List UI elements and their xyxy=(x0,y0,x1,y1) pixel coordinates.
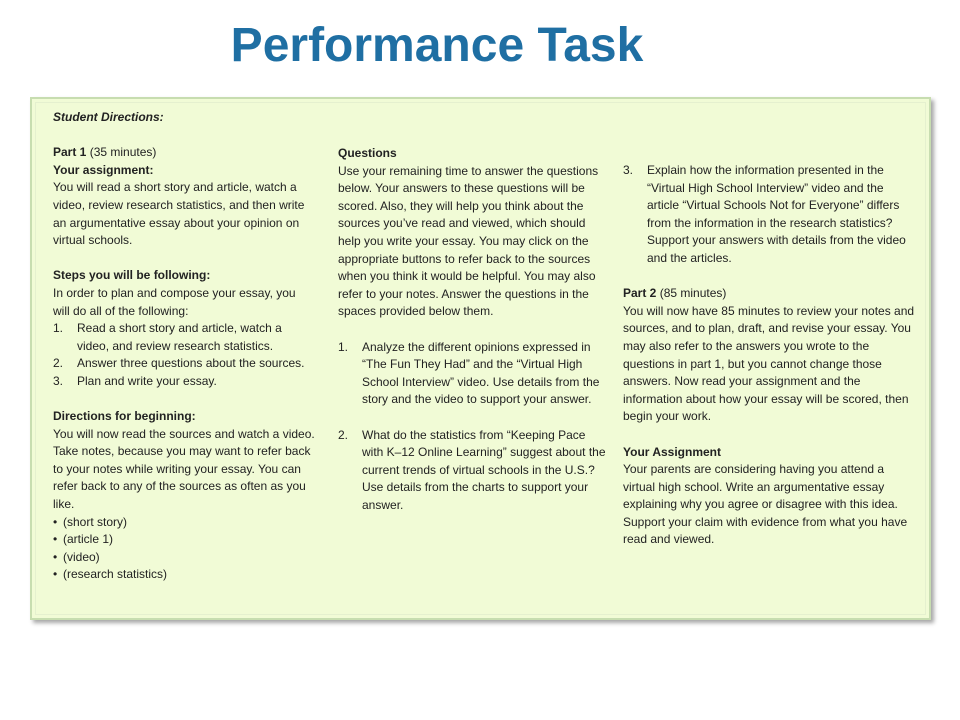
step-text: Plan and write your essay. xyxy=(77,373,217,388)
bullet-icon: • xyxy=(53,532,58,547)
source-label: (video) xyxy=(63,549,100,564)
step-item xyxy=(53,373,315,391)
step-item xyxy=(53,355,315,373)
part1-heading xyxy=(53,144,315,162)
part2-text: You will now have 85 minutes to review your notes and sources, and to plan, draft, and revise your essay. You may also refer to the answers you wrote to the questions in part 1, but you cannot change those answers. Now read your assignment and the information about how your essay will be scored, then begin your work. xyxy=(623,303,915,424)
step-text: Read a short story and article, watch a video, and review research statistics. xyxy=(77,321,282,353)
assignment-text: You will read a short story and article, watch a video, review research statistics, and then write an argumentative essay about your opinion on virtual schools. xyxy=(53,180,305,248)
step-number: 3. xyxy=(53,373,64,388)
steps-heading: Steps you will be following: xyxy=(53,268,211,283)
step-item xyxy=(53,320,315,355)
bullet-icon: • xyxy=(53,514,58,529)
column-questions xyxy=(338,145,610,514)
page-title: Performance Task xyxy=(230,19,644,72)
source-item xyxy=(53,566,315,584)
column-part2 xyxy=(623,162,915,549)
steps-intro: In order to plan and compose your essay, you will do all of the following: xyxy=(53,285,296,318)
beginning-text: You will now read the sources and watch a video. Take notes, because you may want to refer back to your notes while writing your essay. You can refer back to any of the sources as often as you like. xyxy=(53,426,315,512)
part1-label: Part 1 xyxy=(53,145,87,160)
bullet-icon: • xyxy=(53,567,58,582)
question-text: Analyze the different opinions expressed in “The Fun They Had” and the “Virtual High School Interview” video. Use details from the story and the video to support your answer. xyxy=(362,339,600,407)
part2-label: Part 2 xyxy=(623,286,657,301)
source-item xyxy=(53,531,315,549)
bullet-icon: • xyxy=(53,549,58,564)
assignment-heading: Your assignment: xyxy=(53,162,154,177)
your-assignment-heading: Your Assignment xyxy=(623,444,722,459)
question-number: 3. xyxy=(623,163,634,177)
question-item xyxy=(338,339,610,409)
questions-heading: Questions xyxy=(338,146,397,160)
source-label: (article 1) xyxy=(63,532,114,547)
step-number: 1. xyxy=(53,321,64,336)
step-text: Answer three questions about the sources. xyxy=(77,356,305,371)
directions-panel xyxy=(30,97,931,620)
your-assignment-text: Your parents are considering having you attend a virtual high school. Write an argumentative essay explaining why you agree or disagree with this idea. Support your claim with evidence from what you have read and viewed. xyxy=(623,462,908,547)
question-number: 2. xyxy=(338,427,349,442)
beginning-heading: Directions for beginning: xyxy=(53,409,196,424)
column-part1 xyxy=(53,109,315,584)
source-item xyxy=(53,514,315,532)
source-item xyxy=(53,549,315,567)
questions-text: Use your remaining time to answer the questions below. Your answers to these questions will be scored. Also, they will help you think about the sources you’ve read and viewed, which should help you write your essay. You may click on the appropriate buttons to refer back to the sources when you think it would be helpful. You may also refer to your notes. Answer the questions in the spaces provided below them. xyxy=(338,163,599,319)
student-directions-heading: Student Directions: xyxy=(53,110,164,124)
question-text: Explain how the information presented in the “Virtual High School Interview” video and the article “Virtual Schools Not for Everyone” differs from the information in the research statistics? Support your answers with details from the video and the articles. xyxy=(647,163,906,265)
part2-time: (85 minutes) xyxy=(656,286,727,301)
source-label: (research statistics) xyxy=(63,567,168,582)
part1-time: (35 minutes) xyxy=(86,145,157,160)
question-item xyxy=(338,427,610,515)
question-number: 1. xyxy=(338,339,349,354)
question-item xyxy=(623,162,915,268)
step-number: 2. xyxy=(53,356,64,371)
part2-heading xyxy=(623,285,915,303)
source-label: (short story) xyxy=(63,514,128,529)
question-text: What do the statistics from “Keeping Pace with K–12 Online Learning” suggest about the current trends of virtual schools in the U.S.? Use details from the charts to support your answer. xyxy=(362,427,606,512)
